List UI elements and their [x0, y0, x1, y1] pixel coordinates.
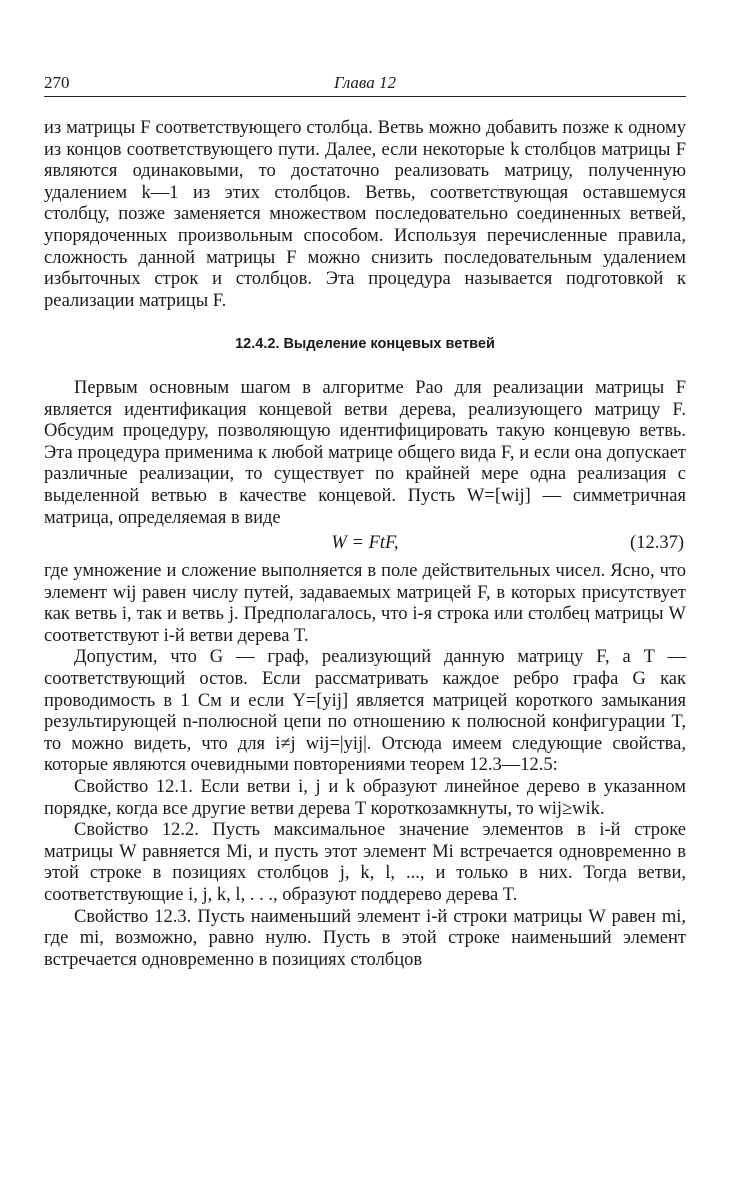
equation-12-37: [44, 533, 686, 557]
property-12-3: Свойство 12.3. Пусть наименьший элемент i-й строки матрицы W равен mi, где mi, возможно, равно нулю. Пусть в этой строке наименьший элемент встречается одновременно в позициях столбцов: [44, 906, 686, 970]
section-title: 12.4.2. Выделение концевых ветвей: [235, 336, 495, 353]
page-body: [44, 118, 686, 971]
paragraph-4: Допустим, что G — граф, реализующий данную матрицу F, а T — соответствующий остов. Если рассматривать каждое ребро графа G как проводимость в 1 См и если Y=[yij] является матрицей короткого замыкания результирующей n-полюсной цепи по отношению к полюсной конфигурации T, то можно видеть, что для i≠j wij=|yij|. Отсюда имеем следующие свойства, которые являются очевидными повторениями теорем 12.3—12.5:: [44, 647, 686, 776]
paragraph-2: Первым основным шагом в алгоритме Рао для реализации матрицы F является идентификация концевой ветви дерева, реализующего матрицу F. Обсудим процедуру, позволяющую идентифицировать такую концевую ветвь. Эта процедура применима к любой матрице общего вида F, и если она допускает различные реализации, то существует по крайней мере одна реализация с выделенной ветвью в качестве концевой. Пусть W=[wij] — симметричная матрица, определяемая в виде: [44, 377, 686, 528]
equation-formula: W = FtF,: [331, 533, 399, 554]
property-12-2: Свойство 12.2. Пусть максимальное значение элементов в i-й строке матрицы W равняется Mi, и пусть этот элемент Mi встречается одновременно в этой строке в позициях столбцов j, k, l, ..., и только в них. Тогда ветви, соответствующие i, j, k, l, . . ., образуют поддерево дерева T.: [44, 820, 686, 905]
running-header: [44, 72, 686, 97]
equation-number: (12.37): [630, 533, 684, 554]
paragraph-1: из матрицы F соответствующего столбца. Ветвь можно добавить позже к одному из концов соответствующего пути. Далее, если некоторые k столбцов матрицы F являются одинаковыми, то достаточно реализовать матрицу, полученную удалением k—1 из этих столбцов. Ветвь, соответствующая оставшемуся столбцу, позже заменяется множеством последовательно соединенных ветвей, упорядоченных произвольным способом. Используя перечисленные правила, сложность данной матрицы F можно снизить последовательным удалением избыточных строк и столбцов. Эта процедура называется подготовкой к реализации матрицы F.: [44, 118, 686, 311]
paragraph-3: где умножение и сложение выполняется в поле действительных чисел. Ясно, что элемент wij равен числу путей, задаваемых матрицей F, в которых присутствует как ветвь i, так и ветвь j. Предполагалось, что i-я строка или столбец матрицы W соответствуют i-й ветви дерева T.: [44, 561, 686, 646]
page-number: 270: [44, 73, 70, 92]
chapter-title: Глава 12: [334, 73, 396, 92]
property-12-1: Свойство 12.1. Если ветви i, j и k образуют линейное дерево в указанном порядке, когда все другие ветви дерева T короткозамкнуты, то wij≥wik.: [44, 777, 686, 819]
